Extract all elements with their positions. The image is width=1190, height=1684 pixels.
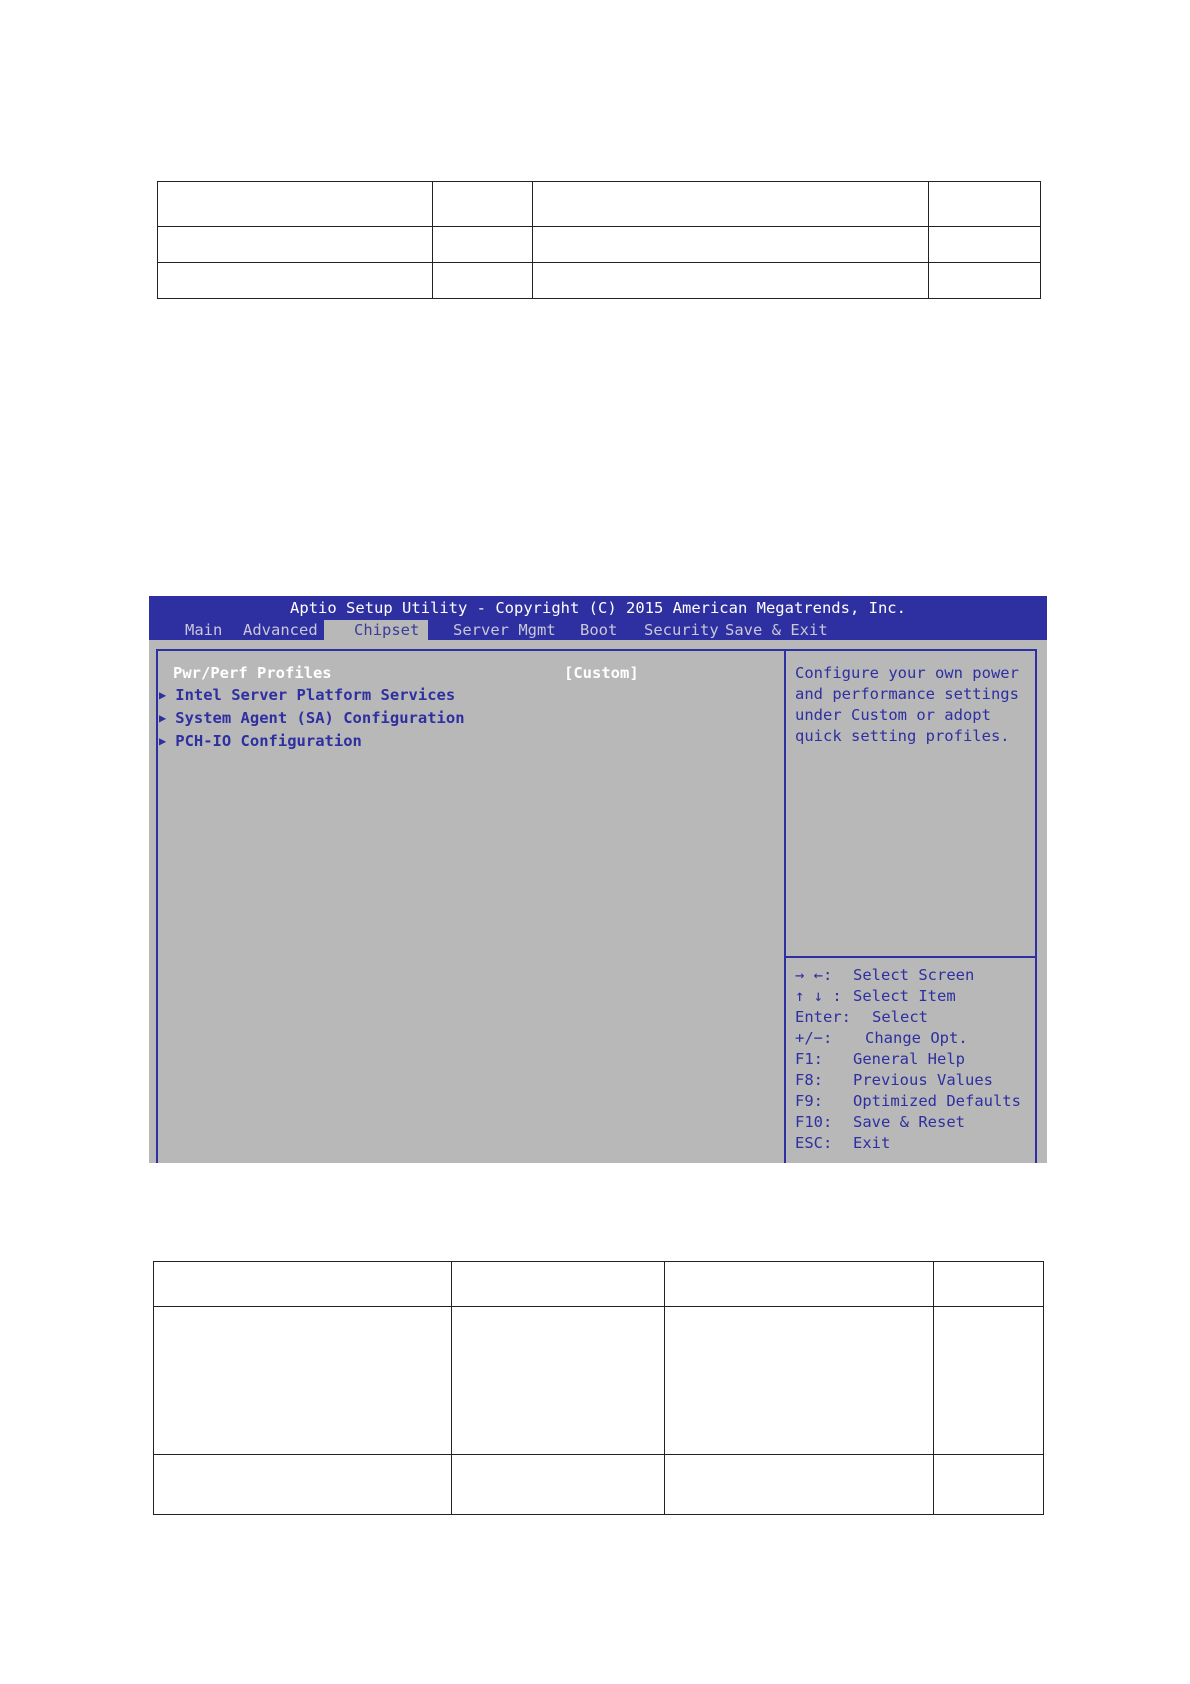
help-line: quick setting profiles. xyxy=(795,727,1010,745)
bios-header xyxy=(149,596,1047,640)
submenu-arrow-icon: ▶ xyxy=(159,688,167,702)
submenu-intel-server-platform-services[interactable] xyxy=(159,686,455,704)
tab-advanced[interactable]: Advanced xyxy=(243,621,318,639)
key-label: +/−: xyxy=(795,1029,833,1047)
submenu-system-agent-configuration[interactable] xyxy=(159,709,465,727)
key-action: Exit xyxy=(853,1134,891,1152)
tab-security[interactable]: Security xyxy=(644,621,719,639)
key-legend-row xyxy=(795,987,956,1005)
setting-value[interactable]: [Custom] xyxy=(564,664,639,682)
bottom-table xyxy=(153,1261,1044,1515)
key-label: ESC: xyxy=(795,1134,833,1152)
key-action: Select Screen xyxy=(853,966,975,984)
key-action: Previous Values xyxy=(853,1071,993,1089)
key-label: Enter: xyxy=(795,1008,851,1026)
key-label: ↑ ↓ : xyxy=(795,987,842,1005)
tab-chipset[interactable]: Chipset xyxy=(324,620,428,640)
key-legend-row xyxy=(795,1092,1021,1110)
panel-divider xyxy=(784,649,786,1163)
submenu-arrow-icon: ▶ xyxy=(159,711,167,725)
setting-pwr-perf-profiles[interactable]: Pwr/Perf Profiles xyxy=(173,664,332,682)
bios-title: Aptio Setup Utility - Copyright (C) 2015 American Megatrends, Inc. xyxy=(290,599,906,617)
key-action: Save & Reset xyxy=(853,1113,965,1131)
key-action: Select Item xyxy=(853,987,956,1005)
key-legend-row xyxy=(795,1113,965,1131)
key-label: → ←: xyxy=(795,966,833,984)
key-action: Select xyxy=(872,1008,928,1026)
submenu-label: System Agent (SA) Configuration xyxy=(175,709,465,727)
tab-server-mgmt[interactable]: Server Mgmt xyxy=(453,621,556,639)
key-legend-row xyxy=(795,1071,993,1089)
help-divider xyxy=(785,956,1037,958)
submenu-pch-io-configuration[interactable] xyxy=(159,732,362,750)
help-line: under Custom or adopt xyxy=(795,706,991,724)
top-table xyxy=(157,181,1041,299)
tab-save-exit[interactable]: Save & Exit xyxy=(725,621,828,639)
key-action: General Help xyxy=(853,1050,965,1068)
key-label: F10: xyxy=(795,1113,833,1131)
tab-boot[interactable]: Boot xyxy=(580,621,618,639)
submenu-label: PCH-IO Configuration xyxy=(175,732,362,750)
key-legend-row xyxy=(795,1134,890,1152)
key-legend-row xyxy=(795,1029,968,1047)
key-legend-row xyxy=(795,1050,965,1068)
key-legend-row xyxy=(795,966,974,984)
bios-menu-bar xyxy=(149,620,1047,640)
bios-setup-screen xyxy=(149,596,1047,1163)
submenu-label: Intel Server Platform Services xyxy=(175,686,456,704)
key-label: F9: xyxy=(795,1092,823,1110)
help-line: and performance settings xyxy=(795,685,1019,703)
help-line: Configure your own power xyxy=(795,664,1019,682)
key-label: F8: xyxy=(795,1071,823,1089)
key-legend-row xyxy=(795,1008,928,1026)
tab-main[interactable]: Main xyxy=(185,621,223,639)
key-action: Optimized Defaults xyxy=(853,1092,1021,1110)
key-label: F1: xyxy=(795,1050,823,1068)
key-action: Change Opt. xyxy=(865,1029,968,1047)
submenu-arrow-icon: ▶ xyxy=(159,734,167,748)
